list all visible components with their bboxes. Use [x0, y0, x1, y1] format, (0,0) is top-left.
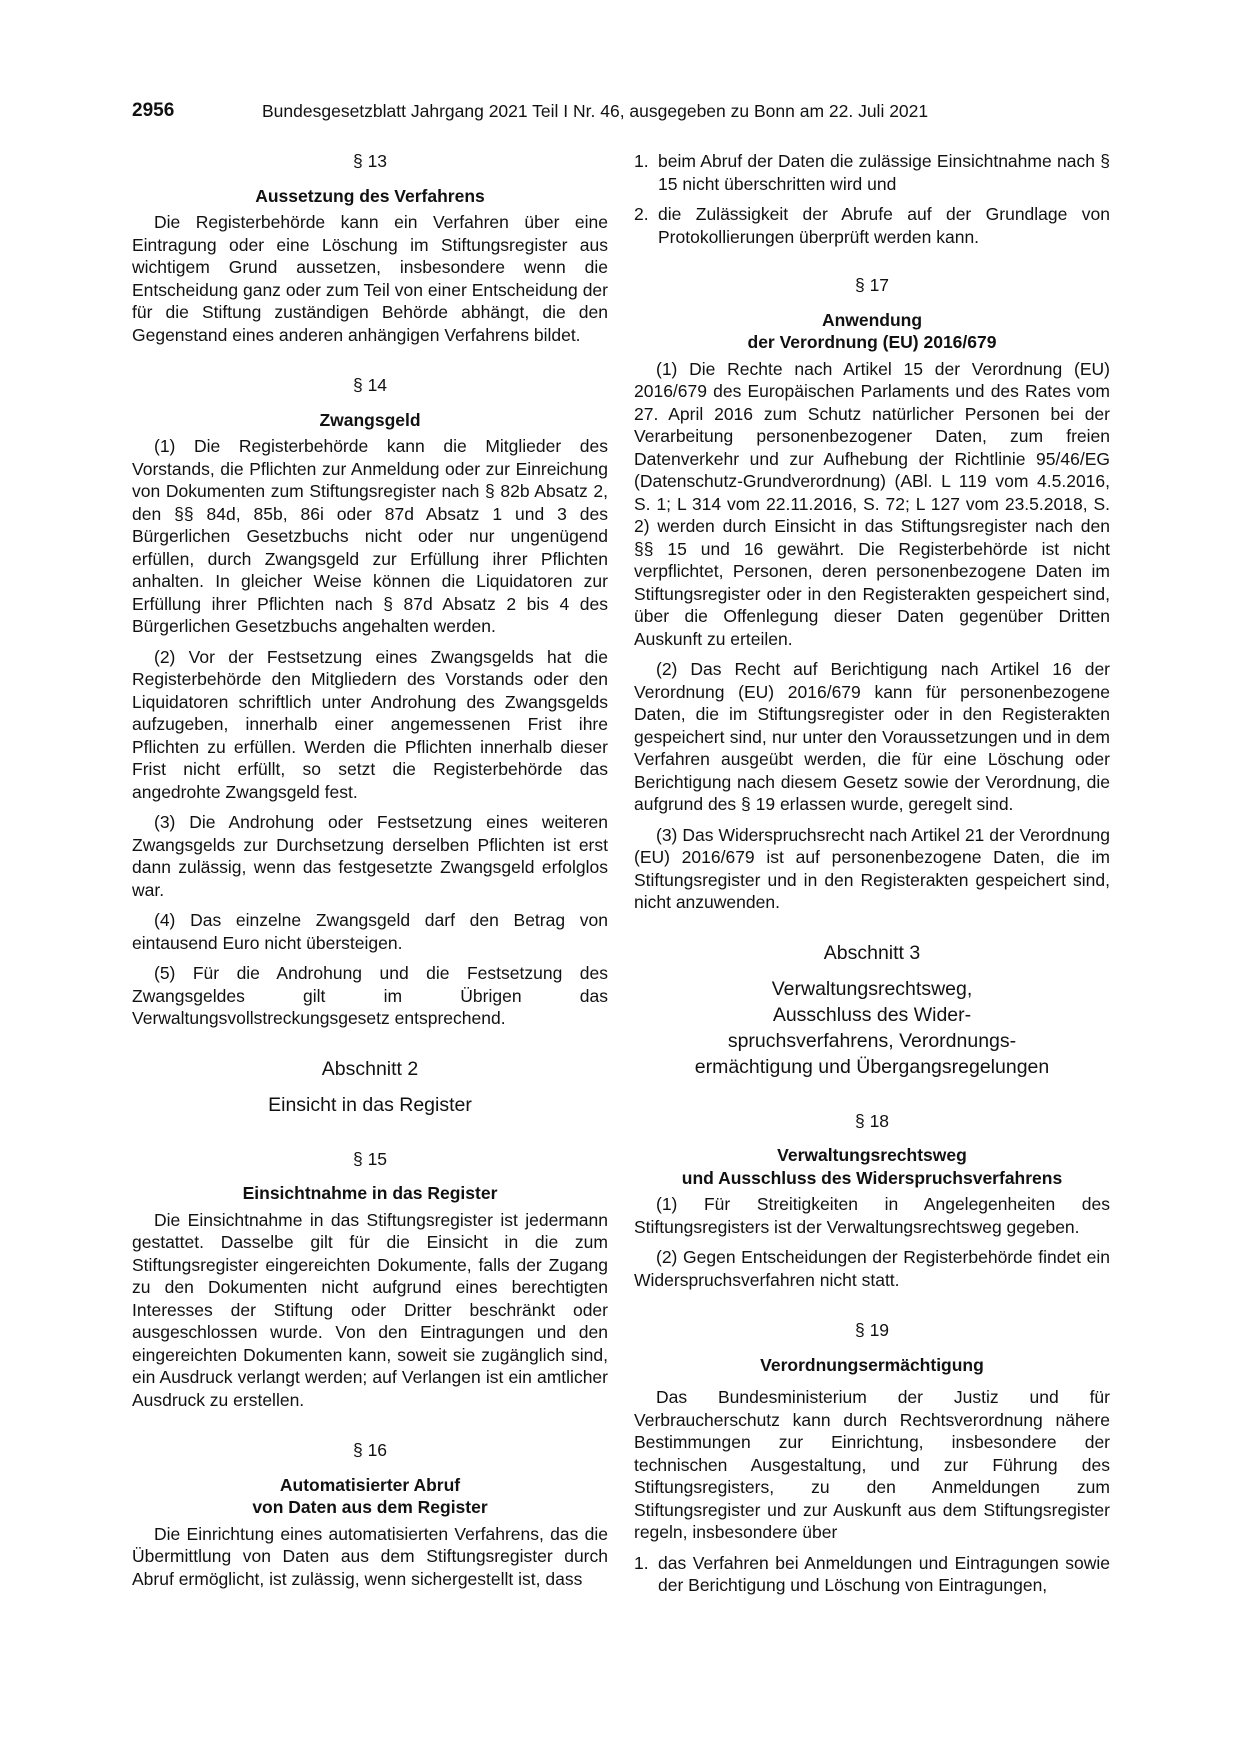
- section-17: [634, 274, 1110, 914]
- chapter-title-line: spruchsverfahrens, Verordnungs-: [727, 1029, 1017, 1052]
- paragraph: (1) Die Rechte nach Artikel 15 der Verordnung (EU) 2016/679 des Europäischen Parlaments und des Rates vom 27. April 2016 zum Schutz natürlicher Personen bei der Verarbeitung personenbezogener Daten, zum freien Datenverkehr und zur Aufhebung der Richtlinie 95/46/EG (Datenschutz-Grundverordnung) (ABl. L 119 vom 4.5.2016, S. 1; L 314 vom 22.11.2016, S. 72; L 127 vom 23.5.2018, S. 2) werden durch Einsicht in das Stiftungsregister nach den §§ 15 und 16 gewährt. Die Registerbehörde ist nicht verpflichtet, Personen, deren personenbezogene Daten im Stiftungsregister oder in den Registerakten gespeichert sind, über die Offenlegung dieser Daten gegenüber Dritten Auskunft zu erteilen.: [634, 358, 1110, 649]
- list-number: 1.: [634, 151, 649, 171]
- abschnitt-3: [634, 940, 1110, 1080]
- section-16-list: [634, 150, 1110, 248]
- section-15: [132, 1148, 608, 1412]
- section-title: Zwangsgeld: [319, 409, 421, 430]
- chapter-title-line: Ausschluss des Wider-: [772, 1003, 972, 1026]
- section-14: [132, 374, 608, 1030]
- section-title: Verordnungsermächtigung: [760, 1354, 984, 1375]
- abschnitt-2: [132, 1056, 608, 1118]
- paragraph: (1) Für Streitigkeiten in Angelegenheiten des Stiftungsregisters ist der Verwaltungsrechtsweg gegeben.: [634, 1194, 1110, 1237]
- list-item: [634, 203, 1110, 248]
- page-number: 2956: [132, 100, 175, 121]
- paragraph: (5) Für die Androhung und die Festsetzung des Zwangsgeldes gilt im Übrigen das Verwaltungsvollstreckungsgesetz entsprechend.: [132, 963, 608, 1028]
- list-text: die Zulässigkeit der Abrufe auf der Grundlage von Protokollierungen überprüft werden kann.: [658, 204, 1110, 247]
- section-sign: § 14: [352, 375, 388, 395]
- section-18: [634, 1110, 1110, 1292]
- paragraph: Die Einsichtnahme in das Stiftungsregister ist jedermann gestattet. Dasselbe gilt für die Einsicht in die zum Stiftungsregister eingereichten Dokumente, falls der Zugang zu den Dokumenten nicht aufgrund eines berechtigten Interesses der Stiftung oder Dritter beschränkt oder ausgeschlossen wurde. Von den Eintragungen und den eingereichten Dokumenten kann, soweit sie zugänglich sind, ein Ausdruck verlangt werden; auf Verlangen ist ein amtlicher Ausdruck zu erstellen.: [132, 1209, 608, 1410]
- list-number: 2.: [634, 204, 649, 224]
- chapter-heading: Abschnitt 2: [321, 1057, 419, 1080]
- paragraph: (3) Die Androhung oder Festsetzung eines weiteren Zwangsgelds zur Durchsetzung derselben Pflichten ist erst dann zulässig, wenn das festgesetzte Zwangsgeld erfolglos war.: [132, 812, 608, 900]
- section-sign: § 18: [854, 1110, 890, 1131]
- paragraph: (4) Das einzelne Zwangsgeld darf den Betrag von eintausend Euro nicht übersteigen.: [132, 910, 608, 953]
- paragraph: Das Bundesministerium der Justiz und für Verbraucherschutz kann durch Rechtsverordnung nähere Bestimmungen zur Einrichtung, insbesondere der technischen Ausgestaltung, und zur Führung des Stiftungsregisters, zu den Anmeldungen zum Stiftungsregister und zur Auskunft aus dem Stiftungsregister regeln, insbesondere über: [634, 1387, 1110, 1542]
- section-13: [132, 150, 608, 346]
- paragraph: Die Registerbehörde kann ein Verfahren über eine Eintragung oder eine Löschung im Stiftungsregister aus wichtigem Grund aussetzen, insbesondere wenn die Entscheidung ganz oder zum Teil von einer Entscheidung der für die Stiftung zuständigen Behörde abhängt, die den Gegenstand eines anderen anhängigen Verfahrens bildet.: [132, 212, 608, 345]
- section-title-line: von Daten aus dem Register: [252, 1497, 488, 1517]
- chapter-title: Einsicht in das Register: [268, 1093, 472, 1116]
- list-item: [634, 150, 1110, 195]
- list-number: 1.: [634, 1552, 649, 1573]
- paragraph: (2) Gegen Entscheidungen der Registerbehörde findet ein Widerspruchsverfahren nicht statt.: [634, 1247, 1110, 1290]
- left-column: [132, 150, 608, 1598]
- chapter-title-line: Verwaltungsrechtsweg,: [771, 977, 973, 1000]
- section-sign: § 19: [854, 1320, 890, 1340]
- chapter-heading: Abschnitt 3: [823, 941, 921, 964]
- section-title-line: Automatisierter Abruf: [279, 1474, 461, 1495]
- section-sign: § 15: [352, 1148, 388, 1169]
- section-title-line: und Ausschluss des Widerspruchsverfahrens: [681, 1167, 1063, 1188]
- section-sign: § 16: [352, 1440, 388, 1460]
- section-16: [132, 1439, 608, 1590]
- list-text: das Verfahren bei Anmeldungen und Eintragungen sowie der Berichtigung und Löschung von Eintragungen,: [658, 1552, 1110, 1595]
- section-title-line: Anwendung: [821, 309, 923, 330]
- chapter-title-line: ermächtigung und Übergangsregelungen: [694, 1055, 1050, 1078]
- running-title: Bundesgesetzblatt Jahrgang 2021 Teil I Nr. 46, ausgegeben zu Bonn am 22. Juli 2021: [262, 101, 929, 121]
- paragraph: (3) Das Widerspruchsrecht nach Artikel 21 der Verordnung (EU) 2016/679 ist auf personenbezogene Daten, die im Stiftungsregister und in den Registerakten gespeichert sind, nicht anzuwenden.: [634, 824, 1110, 912]
- section-19: [634, 1319, 1110, 1597]
- section-title: Aussetzung des Verfahrens: [255, 185, 485, 206]
- section-title-line: Verwaltungsrechtsweg: [777, 1145, 967, 1165]
- chapter-title: [634, 976, 1110, 1080]
- section-title: Einsichtnahme in das Register: [242, 1183, 498, 1203]
- paragraph: (1) Die Registerbehörde kann die Mitglieder des Vorstands, die Pflichten zur Anmeldung oder zur Einreichung von Dokumenten zum Stiftungsregister nach § 82b Absatz 2, den §§ 84d, 85b, 86i oder 87d Absatz 1 und 3 des Bürgerlichen Gesetzbuchs nicht oder nur ungenügend erfüllen, durch Zwangsgeld zur Erfüllung ihrer Pflichten anhalten. In gleicher Weise können die Liquidatoren zur Erfüllung ihrer Pflichten nach § 87d Absatz 2 bis 4 des Bürgerlichen Gesetzbuchs angehalten werden.: [132, 436, 608, 636]
- list-item: [634, 1552, 1110, 1597]
- right-column: [634, 150, 1110, 1605]
- paragraph: Die Einrichtung eines automatisierten Verfahrens, das die Übermittlung von Daten aus dem Stiftungsregister durch Abruf ermöglicht, ist zulässig, wenn sichergestellt ist, dass: [132, 1523, 608, 1589]
- section-title-line: der Verordnung (EU) 2016/679: [747, 332, 997, 352]
- paragraph: (2) Vor der Festsetzung eines Zwangsgelds hat die Registerbehörde den Mitgliedern des Vorstands oder den Liquidatoren schriftlich unter Androhung des Zwangsgelds aufzugeben, innerhalb einer angemessenen Frist ihre Pflichten zu erfüllen. Werden die Pflichten innerhalb dieser Frist nicht erfüllt, so setzt die Registerbehörde das angedrohte Zwangsgeld fest.: [132, 646, 608, 802]
- list-text: beim Abruf der Daten die zulässige Einsichtnahme nach § 15 nicht überschritten wird und: [658, 151, 1110, 194]
- section-sign: § 13: [352, 151, 388, 171]
- paragraph: (2) Das Recht auf Berichtigung nach Artikel 16 der Verordnung (EU) 2016/679 kann für personenbezogene Daten, die im Stiftungsregister oder in den Registerakten gespeichert sind, nur unter den Voraussetzungen und in dem Verfahren ausgeübt werden, die für eine Löschung oder Berichtigung nach diesem Gesetz sowie der Verordnung, die aufgrund des § 19 erlassen wurde, geregelt sind.: [634, 659, 1110, 814]
- section-sign: § 17: [854, 275, 890, 295]
